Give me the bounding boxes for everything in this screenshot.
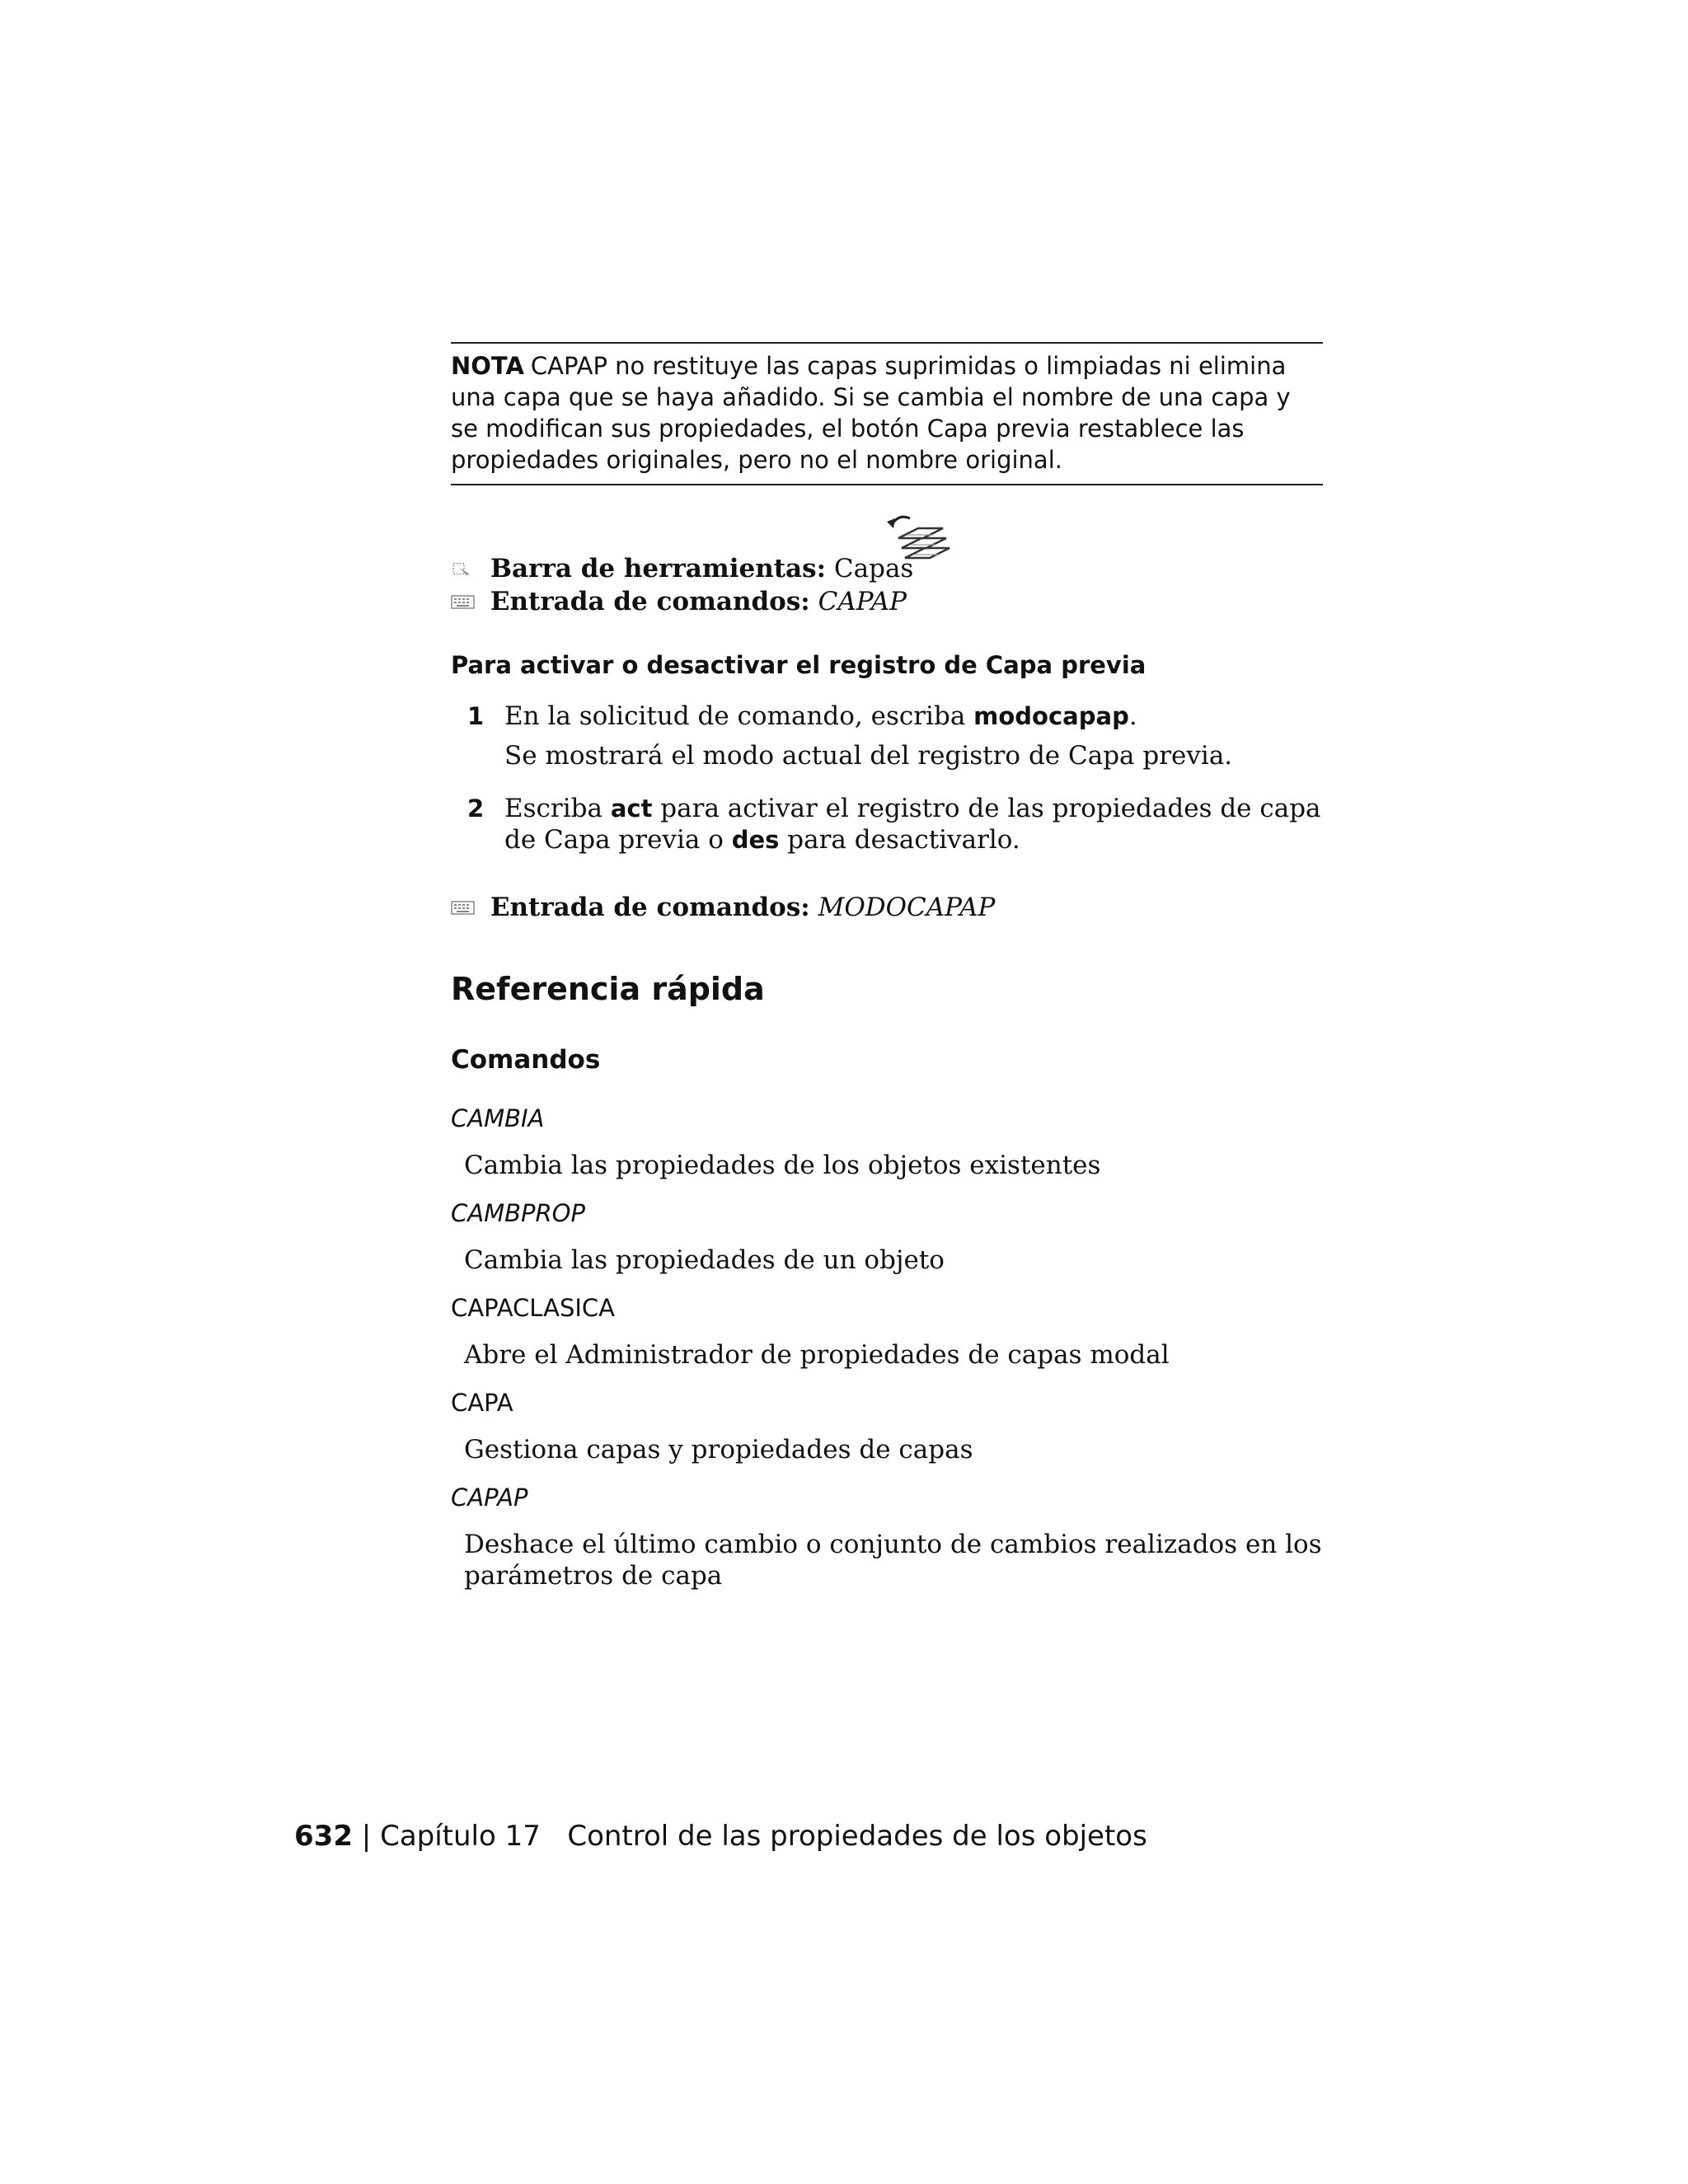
command-name: CAPAP [451,1483,528,1511]
page-number: 632 [294,1820,353,1853]
subsection-heading: Comandos [451,1045,601,1075]
note-label: NOTA [451,352,524,380]
chapter-number: Capítulo 17 [380,1820,541,1853]
toolbar-value: Capas [833,554,914,583]
procedure-title: Para activar o desactivar el registro de Capa previa [451,651,1146,679]
step-number: 2 [467,794,485,823]
toolbar-icon [451,561,476,578]
command-value-2: MODOCAPAP [818,893,996,922]
note-text: CAPAP no restituye las capas suprimidas o limpiadas ni elimina una capa que se haya añadido. Si se cambia el nombre de una capa y se modifican sus propiedades, el botón Capa previa restablece las propiedades originales, pero no el nombre original. [451,352,1291,474]
command-name: CAPA [451,1389,513,1417]
command-label-1: Entrada de comandos: [490,587,810,616]
toolbar-label: Barra de herramientas: [490,554,827,583]
command-line-2 [451,893,995,922]
section-heading: Referencia rápida [451,971,765,1007]
command-name: CAMBPROP [451,1199,585,1227]
step-option-des: des [731,826,780,854]
keyboard-icon [451,900,476,916]
command-label-2: Entrada de comandos: [490,893,810,922]
toolbar-line [451,554,913,583]
footer-separator: | [361,1820,372,1853]
step-text-mid: para activar el registro de las propiedades de capa de Capa previa o [504,794,1321,855]
command-description: Cambia las propiedades de los objetos existentes [464,1151,1101,1180]
command-description: Deshace el último cambio o conjunto de cambios realizados en los parámetros de capa [464,1530,1322,1591]
step-option-act: act [610,794,653,823]
command-description: Gestiona capas y propiedades de capas [464,1435,973,1465]
command-name: CAPACLASICA [451,1294,616,1322]
command-description: Abre el Administrador de propiedades de capas modal [464,1340,1170,1370]
step-text-end: . [1128,701,1137,731]
step-text-end: para desactivarlo. [779,825,1020,855]
step-number: 1 [467,702,485,730]
chapter-title: Control de las propiedades de los objetos [567,1820,1147,1853]
step-result: Se mostrará el modo actual del registro de Capa previa. [504,741,1233,771]
keyboard-icon [451,594,476,611]
step-1 [467,701,1325,771]
step-text: Escriba [504,794,611,823]
command-name: CAMBIA [451,1104,545,1132]
command-description: Cambia las propiedades de un objeto [464,1245,945,1275]
step-command: modocapap [973,702,1129,730]
command-value-1: CAPAP [818,587,907,616]
note-box [451,342,1323,485]
command-line-1 [451,587,907,616]
step-text: En la solicitud de comando, escriba [504,701,974,731]
step-2 [467,793,1325,855]
page-footer [294,1820,1147,1853]
